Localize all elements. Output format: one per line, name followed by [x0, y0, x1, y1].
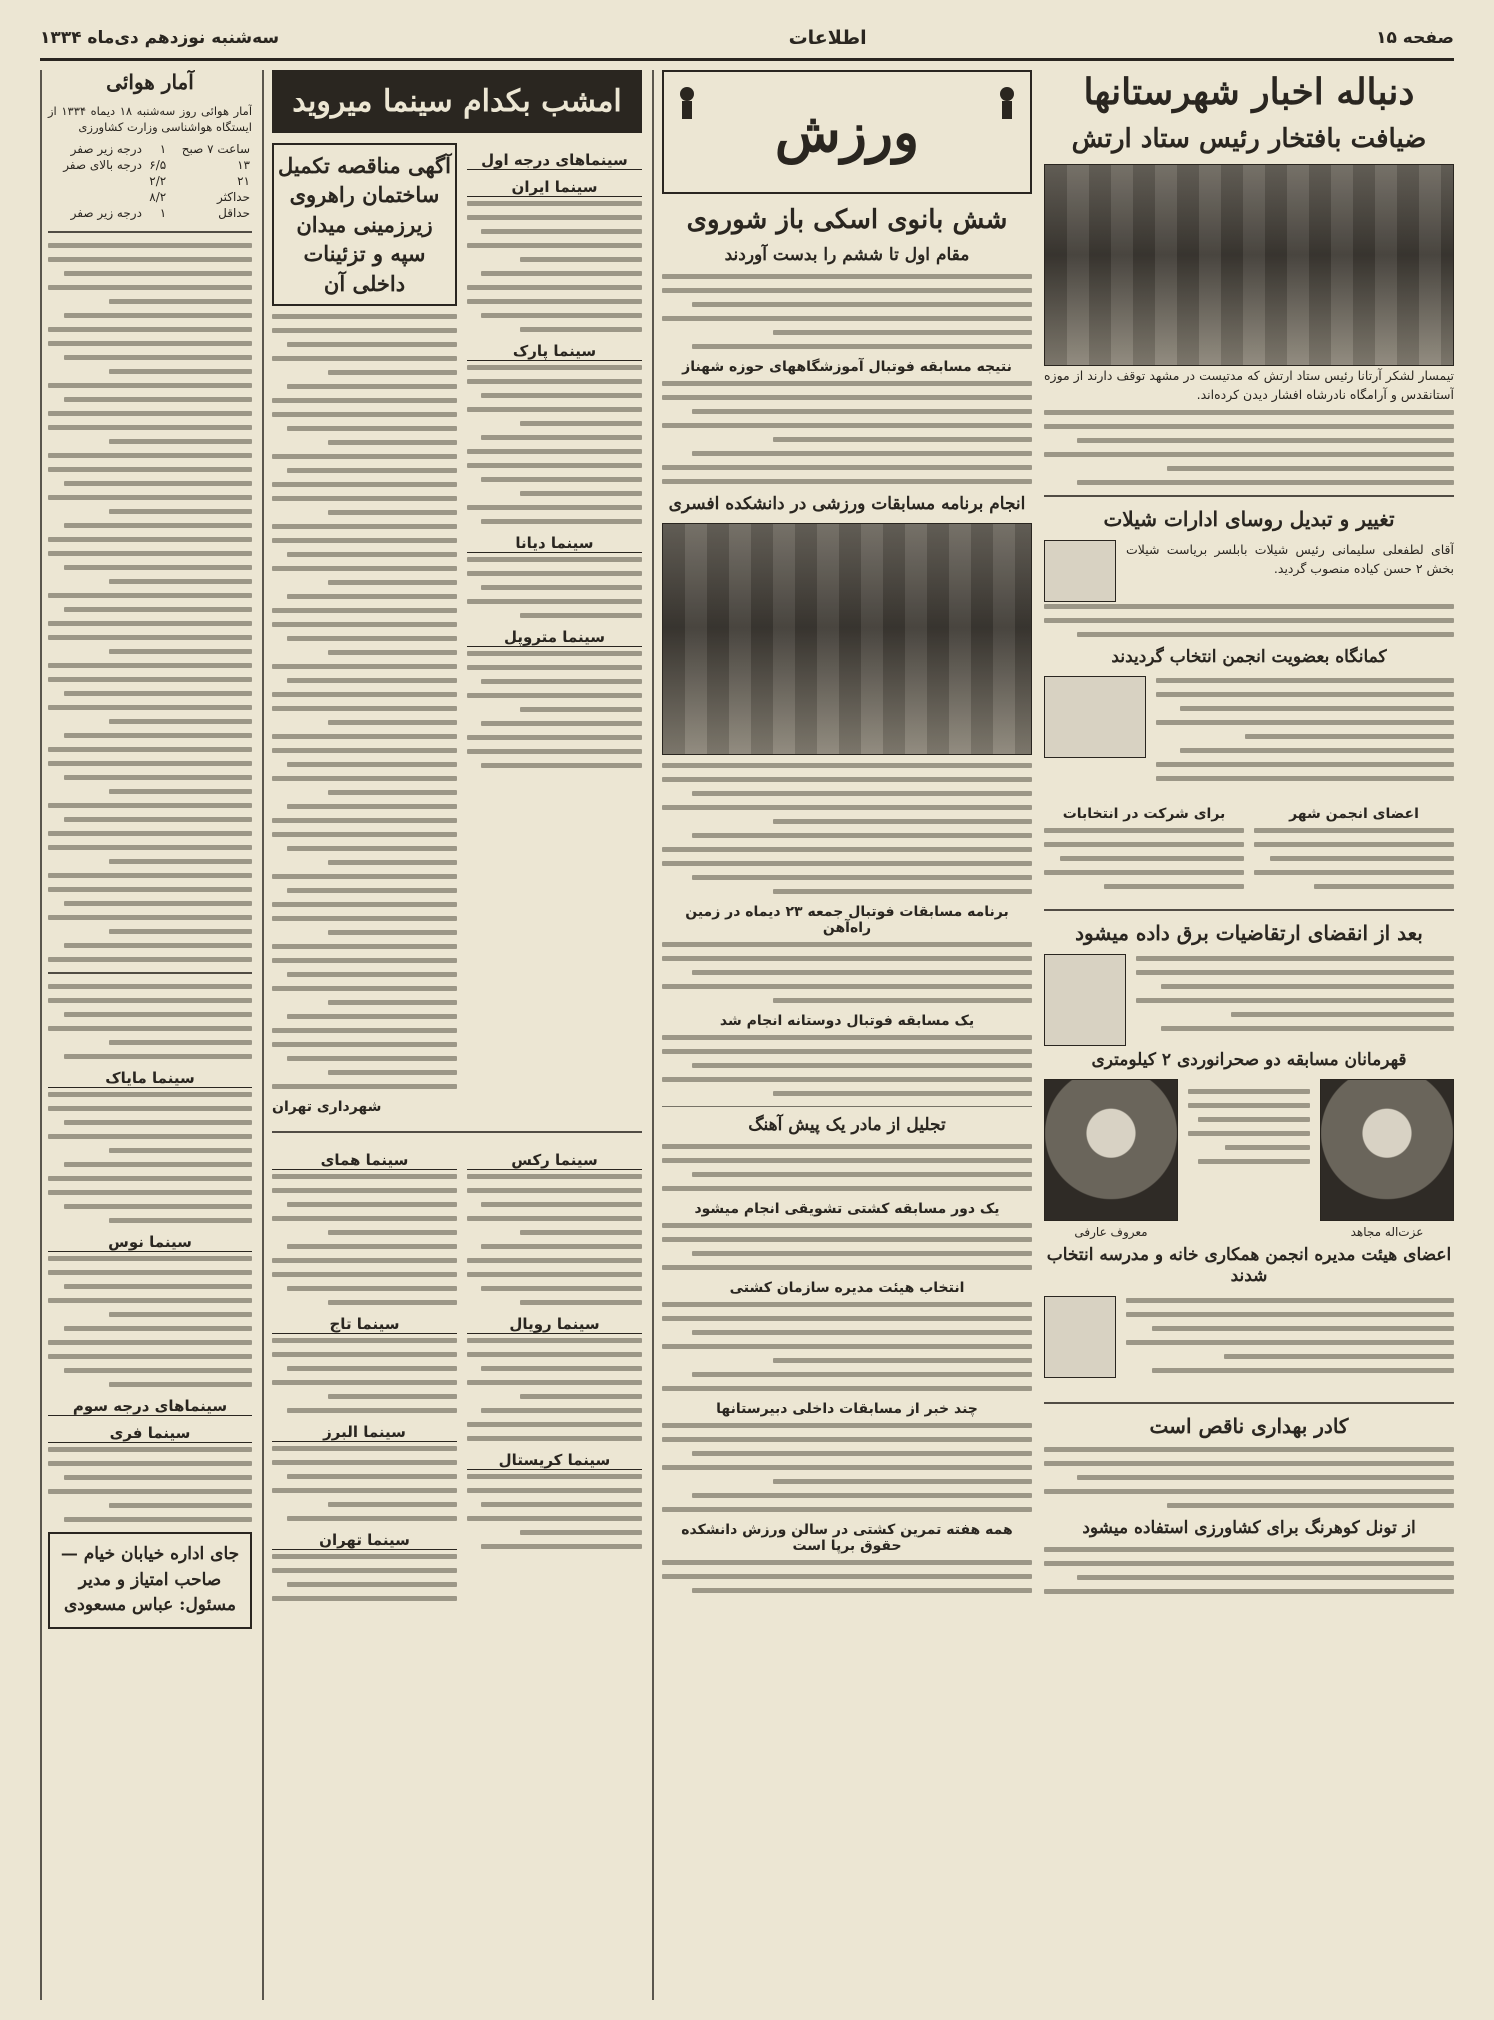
reception-headline: ضیافت بافتخار رئیس ستاد ارتش	[1071, 124, 1427, 154]
reception-text: تیمسار لشکر آرتانا رئیس ستاد ارتش که مدتیست در مشهد توقف دارند از موزه آستانقدس و آرامگاه نادرشاه افشار دیدن کرده‌اند.	[1044, 367, 1454, 402]
race-champions-headline: قهرمانان مسابقه دو صحرانوردی ۲ کیلومتری	[1091, 1049, 1407, 1070]
cinema-banner: امشب بکدام سینما میروید	[272, 70, 642, 133]
table-cell: ۲۱	[237, 174, 250, 188]
crowd-illustration-icon	[1044, 676, 1146, 758]
officer-academy-headline: انجام برنامه مسابقات ورزشی در دانشکده افسری	[668, 493, 1026, 514]
table-cell: درجه بالای صفر	[63, 158, 142, 172]
listing-text-block	[467, 1338, 642, 1441]
cinema-name: سینما رکس	[467, 1151, 642, 1170]
table-cell: ۱	[159, 206, 167, 220]
school-matches-headline: چند خبر از مسابقات داخلی دبیرستانها	[716, 1401, 978, 1418]
cinema-name: سینما تاج	[272, 1315, 457, 1334]
cinema-name: سینما ایران	[467, 178, 642, 197]
listing-text-block	[48, 1447, 252, 1522]
listing-text-block	[272, 1446, 457, 1521]
article-text-block	[662, 1144, 1032, 1191]
column-weather	[40, 70, 252, 2000]
table-cell: ۸/۲	[149, 190, 167, 204]
officer-academy-photo	[662, 523, 1032, 755]
table-cell: ۱۳	[237, 158, 250, 172]
cinema-name: سینما پارک	[467, 342, 642, 361]
school-emblem-icon	[1044, 1296, 1116, 1378]
column-rule	[40, 70, 42, 2000]
cinema-name: سینما فری	[48, 1424, 252, 1443]
fisheries-headline: تغییر و تبدیل روسای ادارات شیلات	[1103, 506, 1395, 531]
table-cell: حداکثر	[216, 190, 250, 204]
article-text-block	[662, 1302, 1032, 1391]
cinema-name: سینما کریستال	[467, 1451, 642, 1470]
ad-continuation-block	[48, 243, 252, 962]
electricity-headline: بعد از انقضای ارتقاضیات برق داده میشود	[1075, 920, 1423, 945]
weather-table	[48, 141, 252, 221]
table-cell: درجه زیر صفر	[70, 142, 142, 156]
cinema-name: سینما متروپل	[467, 628, 642, 647]
issue-date: سه‌شنبه نوزدهم دی‌ماه ۱۳۳۴	[40, 28, 280, 48]
athletes-icon	[667, 82, 1027, 122]
city-news-headline: دنباله اخبار شهرستانها	[1083, 71, 1415, 113]
champion-portrait	[1320, 1079, 1454, 1221]
cinema-name: سینما نوس	[48, 1233, 252, 1252]
fisheries-text: آقای لطفعلی سلیمانی رئیس شیلات بابلسر بریاست شیلات بخش ۲ حسن کیاده منصوب گردید.	[1126, 541, 1454, 576]
council-members-headline: اعضای انجمن شهر	[1289, 805, 1419, 822]
friendly-match-headline: یک مسابقه فوتبال دوستانه انجام شد	[719, 1013, 975, 1029]
cinema-name: سینما همای	[272, 1151, 457, 1170]
divider	[48, 231, 252, 233]
sport-section-logo	[662, 70, 1032, 194]
health-staff-headline: کادر بهداری ناقص است	[1149, 1413, 1349, 1438]
table-cell: ۱	[159, 142, 167, 156]
article-text-block	[1044, 1547, 1454, 1594]
article-text-block	[1044, 1447, 1454, 1508]
cinema-name: سینما مایاک	[48, 1069, 252, 1088]
scout-mother-headline: تجلیل از مادر یک پیش آهنگ	[748, 1115, 946, 1135]
railway-football-headline: برنامه مسابقات فوتبال جمعه ۲۳ دیماه در زمین راه‌آهن	[685, 904, 1009, 936]
divider	[48, 972, 252, 974]
ski-subheadline: مقام اول تا ششم را بدست آوردند	[724, 244, 970, 265]
reception-photo	[1044, 164, 1454, 366]
article-text-block	[662, 1035, 1032, 1096]
article-text-block	[662, 1223, 1032, 1270]
column-city-news	[1044, 70, 1454, 2000]
article-text-block	[662, 381, 1032, 484]
article-text-block	[1044, 828, 1244, 889]
divider	[1044, 909, 1454, 911]
table-row	[48, 189, 252, 205]
divider	[1044, 495, 1454, 497]
listing-text-block	[48, 1092, 252, 1223]
ad-signature: شهرداری تهران	[272, 1098, 382, 1115]
listing-text-block	[272, 1554, 457, 1601]
listing-text-block	[467, 651, 642, 768]
table-row	[48, 205, 252, 221]
article-text-block	[662, 1423, 1032, 1512]
article-text-block	[662, 942, 1032, 1003]
article-text-block	[662, 1560, 1032, 1593]
champion-portrait	[1044, 1079, 1178, 1221]
election-headline: برای شرکت در انتخابات	[1062, 805, 1226, 822]
column-rule	[652, 70, 654, 2000]
table-cell: ۶/۵	[149, 158, 167, 172]
article-text-block	[662, 274, 1032, 349]
table-cell: درجه زیر صفر	[70, 206, 142, 220]
column-sport	[652, 70, 1032, 2000]
table-cell: ساعت ۷ صبح	[181, 142, 250, 156]
table-row	[48, 173, 252, 189]
page-header	[40, 18, 1454, 61]
publisher-footer: جای اداره خیابان خیام — صاحب امتیاز و مدیر مسئول: عباس مسعودی	[48, 1532, 252, 1629]
column-rule	[262, 70, 264, 2000]
ski-headline: شش بانوی اسکی باز شوروی	[686, 205, 1008, 235]
listing-text-block	[272, 1174, 457, 1305]
table-cell: حداقل	[218, 206, 250, 220]
article-text-block	[1126, 1298, 1454, 1382]
council-election-headline: کمانگاه بعضویت انجمن انتخاب گردیدند	[1111, 646, 1387, 667]
cinema-name: سینماهای درجه سوم	[48, 1397, 252, 1416]
table-cell	[48, 189, 144, 205]
divider	[1044, 1402, 1454, 1404]
parent-teacher-headline: اعضای هیئت مدیره انجمن همکاری خانه و مدرسه انتخاب شدند	[1046, 1245, 1452, 1287]
listing-text-block	[467, 201, 642, 332]
article-text-block	[662, 763, 1032, 894]
law-school-wrestling-headline: همه هفته تمرین کشتی در سالن ورزش دانشکده حقوق برپا است	[681, 1522, 1013, 1555]
table-cell	[48, 173, 144, 189]
article-text-block	[1044, 410, 1454, 485]
table-row	[48, 141, 252, 157]
weather-title: آمار هوائی	[106, 70, 194, 94]
sport-logo-text: ورزش	[774, 100, 920, 164]
tunnel-headline: از تونل کوهرنگ برای کشاورزی استفاده میشود	[1082, 1517, 1416, 1538]
divider	[662, 1106, 1032, 1107]
page-number: صفحه ۱۵	[1376, 28, 1454, 48]
listing-text-block	[272, 1338, 457, 1413]
mosque-illustration-icon	[1044, 954, 1126, 1046]
listing-text-block	[467, 1174, 642, 1305]
weather-intro: آمار هوائی روز سه‌شنبه ۱۸ دیماه ۱۳۳۴ از ایستگاه هواشناسی وزارت کشاورزی	[48, 104, 252, 134]
cinema-name: سینما البرز	[272, 1423, 457, 1442]
column-cinema	[262, 70, 642, 2000]
article-text-block	[1188, 1089, 1310, 1173]
wrestling-round-headline: یک دور مسابقه کشتی تشویقی انجام میشود	[694, 1201, 1000, 1218]
listing-text-block	[467, 1474, 642, 1549]
listing-text-block	[467, 557, 642, 618]
listing-text-block	[48, 1256, 252, 1387]
cinema-name: سینما دیانا	[467, 534, 642, 553]
article-text-block	[1136, 956, 1454, 1040]
school-football-headline: نتیجه مسابقه فوتبال آموزشگاههای حوزه شهناز	[682, 358, 1012, 375]
table-cell: ۲/۲	[149, 174, 167, 188]
listing-text-block	[467, 365, 642, 524]
cinema-name: سینما تهران	[272, 1531, 457, 1550]
wrestling-board-headline: انتخاب هیئت مدیره سازمان کشتی	[729, 1280, 965, 1297]
ad-text-block	[272, 314, 457, 1089]
paper-name: اطلاعات	[788, 27, 867, 49]
champion-caption: معروف عارفی	[1074, 1225, 1148, 1239]
article-text-block	[1044, 604, 1454, 637]
cinema-section-title: سینماهای درجه اول	[467, 151, 642, 170]
listing-text-block	[48, 984, 252, 1059]
table-row	[48, 157, 252, 173]
fisheries-illustration-icon	[1044, 540, 1116, 602]
champion-caption: عزت‌اله مجاهد	[1350, 1225, 1424, 1239]
tender-ad-headline: آگهی مناقصه تکمیل ساختمان راهروی زیرزمینی میدان سپه و تزئینات داخلی آن	[272, 143, 457, 306]
divider	[272, 1131, 642, 1133]
article-text-block	[1156, 678, 1454, 790]
article-text-block	[1254, 828, 1454, 889]
cinema-name: سینما رویال	[467, 1315, 642, 1334]
